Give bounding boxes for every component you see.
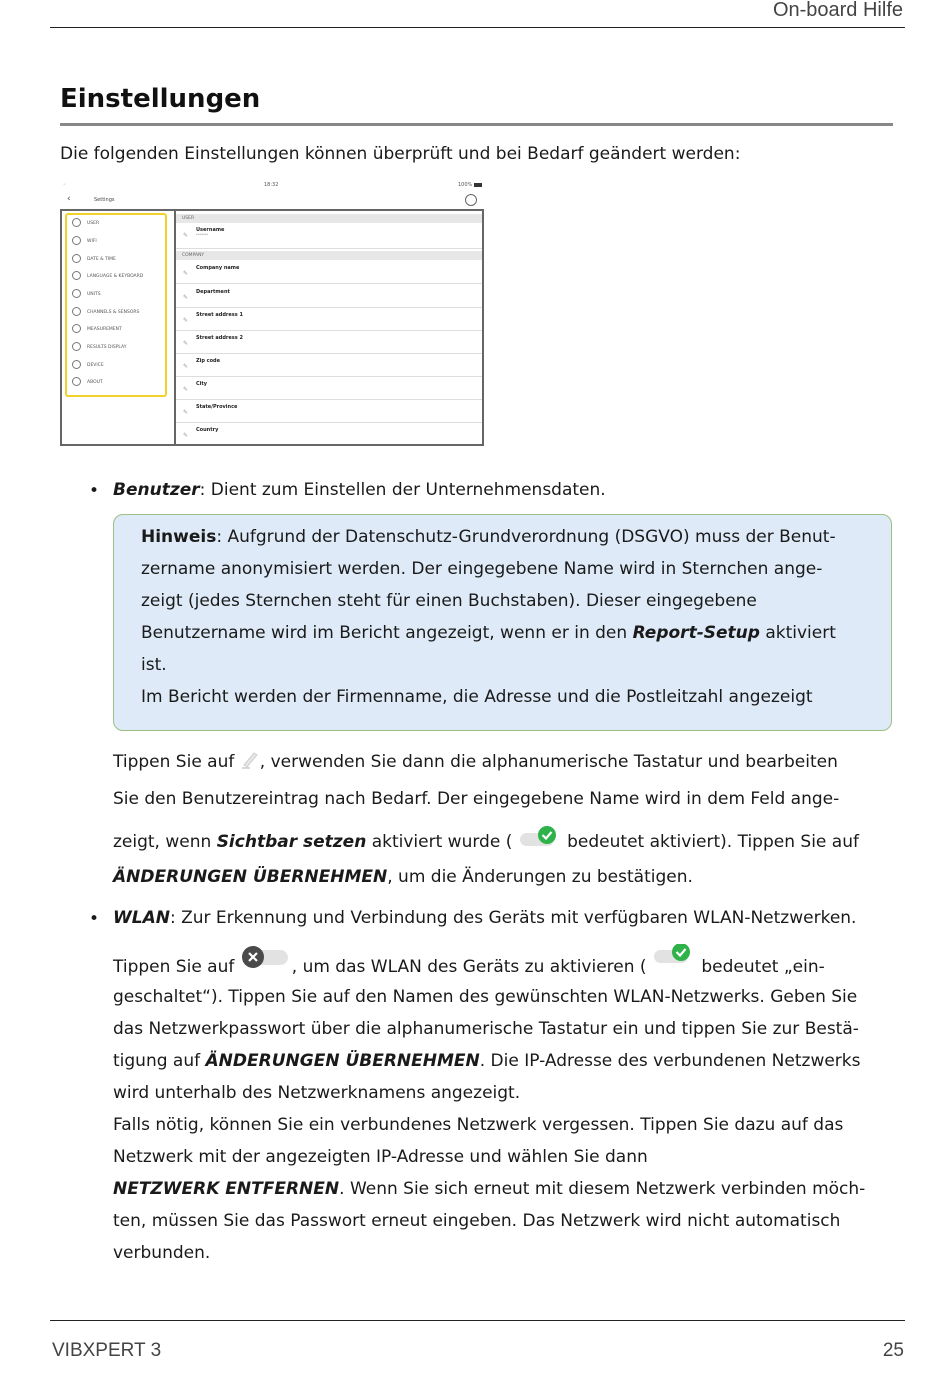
row-zip: ✎ Zip code — [176, 354, 482, 377]
settings-screenshot — [60, 182, 486, 448]
help-icon — [465, 194, 477, 206]
pencil-icon: ✎ — [183, 232, 189, 239]
heading-rule — [60, 123, 893, 126]
toggle-off-icon — [240, 946, 292, 974]
status-time: 18:32 — [264, 182, 279, 188]
aenderungen-term: ÄNDERUNGEN ÜBERNEHMEN — [205, 1051, 480, 1071]
sidebar-item-date-time: DATE & TIME — [72, 254, 116, 266]
pencil-icon: ✎ — [183, 340, 189, 347]
display-icon — [72, 342, 81, 351]
toggle-on-icon — [652, 944, 696, 970]
page-header — [50, 0, 905, 28]
page-heading: Einstellungen — [60, 84, 261, 114]
sidebar-item-units: UNITS — [72, 289, 101, 301]
pencil-icon: ✎ — [183, 409, 189, 416]
note-line-2: zername anonymisiert werden. Der eingegebene Name wird in Sternchen ange- — [141, 559, 823, 579]
wlan-line-6: Falls nötig, können Sie ein verbundenes Netzwerk vergessen. Tippen Sie dazu auf das — [113, 1115, 844, 1135]
sidebar-item-wifi: WIFI — [72, 236, 97, 248]
row-company-name: ✎ Company name — [176, 261, 482, 284]
measurement-icon — [72, 324, 81, 333]
pencil-icon: ✎ — [183, 363, 189, 370]
settings-frame — [60, 209, 484, 446]
wlan-line-1: Tippen Sie auf , um das WLAN des Geräts zu aktivieren ( bedeutet „ein- — [113, 944, 825, 983]
toggle-on-icon — [518, 825, 562, 851]
footer-rule — [50, 1320, 905, 1321]
app-titlebar — [60, 193, 486, 209]
sidebar-item-about: ABOUT — [72, 377, 103, 389]
note-line-4: Benutzername wird im Bericht angezeigt, wenn er in den Report-Setup aktiviert — [141, 623, 836, 643]
wlan-term: WLAN — [113, 908, 170, 928]
pencil-icon: ✎ — [183, 432, 189, 439]
header-title: On-board Hilfe — [772, 0, 903, 21]
note-box — [113, 514, 892, 731]
back-arrow-icon: ‹ — [67, 194, 71, 204]
wlan-line-8: NETZWERK ENTFERNEN. Wenn Sie sich erneut mit diesem Netzwerk verbinden möch- — [113, 1179, 866, 1199]
settings-list — [176, 211, 482, 444]
settings-title: Settings — [94, 197, 115, 203]
netzwerk-entfernen-term: NETZWERK ENTFERNEN — [113, 1179, 340, 1199]
note-line-6: Im Bericht werden der Firmenname, die Adresse und die Postleitzahl angezeigt — [141, 687, 813, 707]
row-street-2: ✎ Street address 2 — [176, 331, 482, 354]
sidebar-item-language: LANGUAGE & KEYBOARD — [72, 271, 143, 283]
benutzer-term: Benutzer — [113, 480, 200, 500]
wlan-line-4: tigung auf ÄNDERUNGEN ÜBERNEHMEN. Die IP-Adresse des verbundenen Netzwerks — [113, 1051, 861, 1071]
wlan-line-9: ten, müssen Sie das Passwort erneut eingeben. Das Netzwerk wird nicht automatisch — [113, 1211, 841, 1231]
note-term: Hinweis — [141, 527, 217, 547]
ruler-icon — [72, 289, 81, 298]
wlan-line-5: wird unterhalb des Netzwerknamens angezeigt. — [113, 1083, 521, 1103]
benutzer-item — [113, 474, 606, 506]
sidebar-item-measurement: MEASUREMENT — [72, 324, 122, 336]
status-battery: 100% — [458, 182, 473, 188]
row-country: ✎ Country — [183, 427, 219, 439]
benutzer-body-line-1: Tippen Sie auf , verwenden Sie dann die alphanumerische Tastatur und bearbeiten — [113, 746, 838, 778]
row-city: ✎ City — [176, 377, 482, 400]
sidebar-item-user: USER — [72, 218, 99, 230]
page-number: 25 — [882, 1340, 904, 1361]
report-setup-term: Report-Setup — [632, 623, 760, 643]
pencil-icon: ✎ — [183, 294, 189, 301]
note-line-5: ist. — [141, 655, 167, 675]
bullet-dot: • — [89, 481, 100, 501]
info-icon — [72, 377, 81, 386]
row-username: ✎ Username ******* — [176, 223, 482, 249]
section-user: USER — [176, 214, 482, 223]
wifi-status-icon: ◦ — [63, 182, 66, 188]
wlan-item: WLAN: Zur Erkennung und Verbindung des Geräts mit verfügbaren WLAN-Netzwerken. — [113, 908, 857, 928]
sidebar-item-channels: CHANNELS & SENSORS — [72, 307, 139, 319]
benutzer-body-line-3: zeigt, wenn Sichtbar setzen aktiviert wurde ( bedeutet aktiviert). Tippen Sie auf — [113, 825, 859, 858]
pencil-icon: ✎ — [183, 270, 189, 277]
row-street-1: ✎ Street address 1 — [176, 308, 482, 331]
wlan-line-2: geschaltet“). Tippen Sie auf den Namen des gewünschten WLAN-Netzwerks. Geben Sie — [113, 987, 858, 1007]
pencil-icon — [240, 748, 260, 768]
section-company: COMPANY — [176, 251, 482, 260]
row-state: ✎ State/Province — [176, 400, 482, 423]
row-department: ✎ Department — [176, 285, 482, 308]
intro-text: Die folgenden Einstellungen können überprüft und bei Bedarf geändert werden: — [60, 144, 741, 164]
aenderungen-term: ÄNDERUNGEN ÜBERNEHMEN — [113, 867, 388, 887]
pencil-icon: ✎ — [183, 317, 189, 324]
footer-product: VIBXPERT 3 — [52, 1340, 162, 1361]
clock-icon — [72, 254, 81, 263]
bullet-dot: • — [89, 909, 100, 929]
wifi-icon — [72, 236, 81, 245]
settings-sidebar — [62, 211, 176, 444]
status-bar — [60, 182, 486, 190]
user-icon — [72, 218, 81, 227]
note-line-3: zeigt (jedes Sternchen steht für einen Buchstaben). Dieser eingegebene — [141, 591, 757, 611]
battery-icon — [474, 183, 482, 187]
wlan-line-10: verbunden. — [113, 1243, 211, 1263]
wlan-line-3: das Netzwerkpasswort über die alphanumerische Tastatur ein und tippen Sie zur Bestä- — [113, 1019, 859, 1039]
sichtbar-setzen-term: Sichtbar setzen — [216, 832, 367, 852]
benutzer-body-line-4: ÄNDERUNGEN ÜBERNEHMEN, um die Änderungen zu bestätigen. — [113, 867, 693, 887]
sidebar-item-results: RESULTS DISPLAY — [72, 342, 127, 354]
benutzer-body-line-2: Sie den Benutzereintrag nach Bedarf. Der eingegebene Name wird in dem Feld ange- — [113, 789, 840, 809]
note-line-1: Hinweis: Aufgrund der Datenschutz-Grundverordnung (DSGVO) muss der Benut- — [141, 527, 836, 547]
device-icon — [72, 360, 81, 369]
sidebar-item-device: DEVICE — [72, 360, 104, 372]
sensor-icon — [72, 307, 81, 316]
wlan-line-7: Netzwerk mit der angezeigten IP-Adresse und wählen Sie dann — [113, 1147, 648, 1167]
pencil-icon: ✎ — [183, 386, 189, 393]
globe-icon — [72, 271, 81, 280]
benutzer-text: : Dient zum Einstellen der Unternehmensdaten. — [199, 480, 606, 500]
